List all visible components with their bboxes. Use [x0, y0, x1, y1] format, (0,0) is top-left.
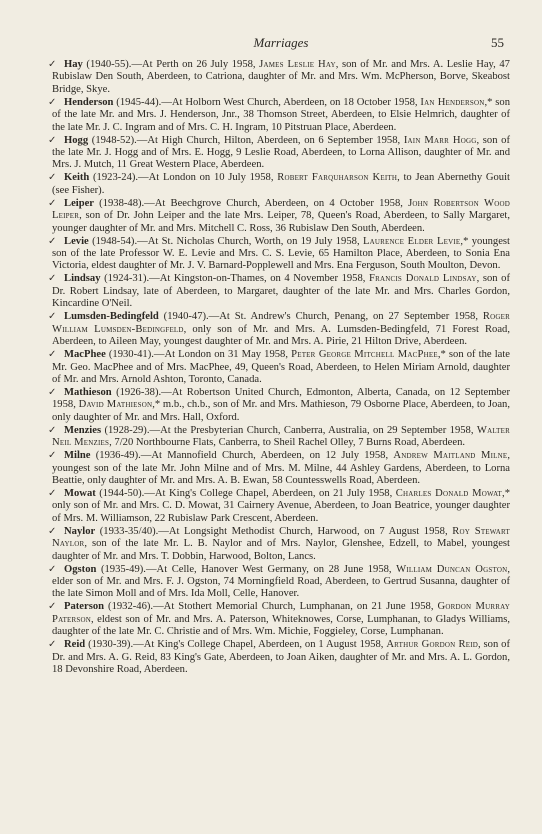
entry-groom-name: Roy Stewart Naylor — [52, 525, 510, 550]
tick-mark-icon: ✓ — [48, 273, 57, 285]
entry-lead: (1933-35/40).—At Longsight Methodist Church, Harwood, on 7 August 1958, — [95, 525, 453, 537]
entry-lead: (1945-44).—At Holborn West Church, Aberdeen, on 18 October 1958, — [113, 96, 421, 108]
tick-mark-icon: ✓ — [48, 235, 57, 247]
entry-text: , eldest son of Mr. and Mrs. A. Paterson, Whiteknowes, Corse, Lumphanan, to Gladys Williams, daughter of the late Mr. C. Christie and of Mrs. Wm. Michie, Foggieley, Corse, Lumphanan. — [52, 613, 510, 638]
entry-groom-name: Walter Neil Menzies — [52, 424, 510, 449]
entry-groom-name: David Mathieson — [78, 399, 153, 411]
entry-groom-name: Robert Farquharson Keith — [277, 172, 398, 184]
marriage-entry — [48, 96, 511, 134]
entry-lead: (1936-49).—At Mannofield Church, Aberdeen, on 12 July 1958, — [90, 450, 394, 462]
marriage-entry — [48, 273, 511, 310]
page-header — [52, 33, 510, 53]
tick-mark-icon: ✓ — [48, 172, 57, 184]
marriage-entry — [48, 172, 510, 197]
tick-mark-icon: ✓ — [48, 639, 57, 651]
entry-groom-name: Charles Donald Mowat — [395, 487, 503, 499]
entry-lead: (1938-48).—At Beechgrove Church, Aberdeen, on 4 October 1958, — [94, 197, 409, 209]
entry-text: , youngest son of the late Mr. John Milne and of Mrs. M. Milne, 44 Ashley Gardens, Aberdeen, to Lorna Beattie, only daughter of Mr. and Mrs. A. B. Ewan, 58 Countesswells Road, Aberdeen. — [52, 450, 510, 486]
tick-mark-icon: ✓ — [48, 59, 57, 70]
entry-surname: Ogston — [64, 563, 97, 575]
marriage-entry — [48, 386, 510, 424]
marriage-entry — [48, 601, 510, 638]
entry-text: , to Jean Abernethy Gouit (see Fisher). — [52, 172, 510, 196]
tick-mark-icon: ✓ — [48, 450, 57, 462]
entry-surname: Leiper — [64, 197, 95, 209]
marriage-entry — [48, 639, 510, 676]
entry-surname: Lindsay — [64, 273, 101, 285]
entry-text: ,* m.b., ch.b., son of Mr. and Mrs. Mathieson, 79 Osborne Place, Aberdeen, to Joan, only daughter of Mr. and Mrs. Hall, Oxford. — [52, 399, 510, 423]
entry-lead: (1940-55).—At Perth on 26 July 1958, — [82, 59, 260, 70]
entry-groom-name: John Robertson Wood Leiper — [52, 197, 511, 222]
marriage-entry — [48, 424, 510, 450]
entry-surname: Naylor — [64, 525, 96, 537]
tick-mark-icon: ✓ — [48, 487, 57, 499]
tick-mark-icon: ✓ — [48, 96, 57, 108]
entry-surname: Menzies — [64, 424, 102, 436]
entry-text: ,* only son of Mr. and Mrs. C. D. Mowat, 31 Cairnery Avenue, Aberdeen, to Joan Beatrice, younger daughter of Mrs. M. Williamson, 22 Rubislaw Park Crescent, Aberdeen. — [52, 487, 510, 524]
entry-groom-name: Peter George Mitchell MacPhee — [291, 349, 438, 361]
entry-text: , son of the late Mr. L. B. Naylor and of Mrs. Naylor, Glenshee, Edzell, to Mabel, youngest daughter of Mr. and Mrs. T. Dobbin, Harwood, Bolton, Lancs. — [52, 538, 510, 562]
entry-surname: Henderson — [64, 96, 114, 108]
entry-text: ,* son of the late Mr. and Mrs. J. Henderson, Jnr., 38 Thomson Street, Aberdeen, to Elsie Helmrich, daughter of the late Mr. J. C. Ingram and of Mrs. C. H. Ingram, 10 Pitstruan Place, Aberdeen. — [52, 96, 511, 133]
entry-groom-name: Arthur Gordon Reid — [386, 639, 478, 651]
entry-text: , son of Dr. Robert Lindsay, late of Aberdeen, to Margaret, daughter of the late Mr. and Mrs. Charles Gordon, Kincardine O'Neil. — [52, 273, 511, 310]
marriage-entry — [48, 197, 511, 235]
entry-lead: (1930-41).—At London on 31 May 1958, — [105, 349, 292, 361]
entry-surname: Keith — [64, 172, 90, 184]
entry-groom-name: Francis Donald Lindsay — [369, 273, 477, 285]
entry-surname: Hay — [64, 59, 83, 70]
entry-surname: Hogg — [64, 134, 89, 146]
entry-lead: (1923-24).—At London on 10 July 1958, — [89, 172, 278, 184]
entry-surname: Mowat — [64, 487, 96, 499]
page-number: 55 — [491, 35, 504, 50]
entry-lead: (1928-29).—At the Presbyterian Church, Canberra, Australia, on 29 September 1958, — [101, 424, 477, 436]
marriage-entry — [48, 349, 510, 386]
tick-mark-icon: ✓ — [48, 311, 57, 323]
marriage-entry — [48, 311, 510, 348]
entry-lead: (1935-49).—At Celle, Hanover West Germany, on 28 June 1958, — [96, 563, 397, 575]
marriage-entry — [48, 525, 510, 563]
entry-groom-name: William Duncan Ogston — [396, 563, 508, 575]
marriage-entry — [48, 563, 510, 601]
entry-groom-name: Roger William Lumsden-Bedingfeld — [52, 311, 510, 335]
entry-lead: (1940-47).—At St. Andrew's Church, Penang, on 27 September 1958, — [158, 311, 483, 323]
entry-groom-name: Andrew Maitland Milne — [393, 450, 508, 462]
entry-lead: (1948-52).—At High Church, Hilton, Aberdeen, on 6 September 1958, — [88, 134, 404, 146]
marriage-entry — [48, 134, 510, 172]
entry-surname: Milne — [64, 450, 91, 462]
marriage-entries — [48, 59, 511, 676]
entry-lead: (1948-54).—At St. Nicholas Church, Worth, on 19 July 1958, — [88, 235, 363, 247]
tick-mark-icon: ✓ — [48, 134, 57, 146]
entry-surname: Paterson — [64, 601, 105, 613]
marriage-entry — [48, 235, 510, 273]
entry-surname: Levie — [64, 235, 89, 247]
entry-surname: Reid — [64, 639, 86, 651]
entry-text: , 7/20 Northbourne Flats, Canberra, to Sheil Rachel Olley, 7 Burns Road, Aberdeen. — [109, 437, 466, 449]
entry-text: ,* son of the late Mr. Geo. MacPhee and of Mrs. MacPhee, 49, Queen's Road, Aberdeen, to Helen Miriam Arnold, daughter of Mr. and Mrs. Arnold Ashton, Toronto, Canada. — [52, 349, 510, 385]
tick-mark-icon: ✓ — [48, 349, 57, 361]
entry-text: , son of the late Mr. J. Hogg and of Mrs. E. Hogg, 9 Leslie Road, Aberdeen, to Lorna Allison, daughter of Mr. and Mrs. J. Mutch, 11 Great Western Place, Aberdeen. — [52, 134, 510, 171]
entry-groom-name: Iain Marr Hogg — [403, 134, 477, 146]
entry-text: , son of Mr. and Mrs. A. Leslie Hay, 47 Rubislaw Den South, Aberdeen, to Catriona, daughter of Mr. and Mrs. Wm. McPherson, Borve, Skeabost Bridge, Skye. — [52, 59, 510, 95]
entry-text: , son of Dr. and Mrs. A. G. Reid, 83 King's Gate, Aberdeen, to Joan Aiken, daughter of Mr. and Mrs. A. L. Gordon, 18 Devonshire Road, Aberdeen. — [52, 639, 510, 675]
entry-lead: (1932-46).—At Stothert Memorial Church, Lumphanan, on 21 June 1958, — [104, 601, 438, 613]
entry-text: , only son of Mr. and Mrs. A. Lumsden-Bedingfeld, 71 Forest Road, Aberdeen, to Aileen May, youngest daughter of Mr. and Mrs. A. Pirie, 21 Hilton Drive, Aberdeen. — [52, 323, 510, 348]
tick-mark-icon: ✓ — [48, 197, 57, 209]
entry-text: ,* youngest son of the late Professor W. E. Levie and Mrs. C. S. Levie, 65 Hamilton Place, Aberdeen, to Sonia Ena Victoria, eldest daughter of Mr. J. V. Barnard-Popplewell and Mrs. Ena Ferguson, South Moulton, Devon. — [52, 235, 510, 272]
entry-groom-name: James Leslie Hay — [259, 59, 336, 70]
entry-surname: Mathieson — [64, 386, 112, 398]
entry-text: , son of Dr. John Leiper and the late Mrs. Leiper, 78, Queen's Road, Aberdeen, to Sally Margaret, younger daughter of Mr. and Mrs. Mitchell C. Ross, 36 Rubislaw Den South, Aberdeen. — [52, 210, 510, 234]
entry-surname: MacPhee — [64, 349, 106, 361]
tick-mark-icon: ✓ — [48, 424, 57, 436]
tick-mark-icon: ✓ — [48, 525, 57, 537]
tick-mark-icon: ✓ — [48, 563, 57, 575]
entry-groom-name: Gordon Murray Paterson — [52, 601, 510, 625]
entry-groom-name: Laurence Elder Levie — [362, 235, 461, 247]
marriage-entry — [48, 487, 510, 525]
marriage-entry — [48, 450, 510, 487]
entry-lead: (1930-39).—At King's College Chapel, Aberdeen, on 1 August 1958, — [85, 639, 387, 651]
tick-mark-icon: ✓ — [48, 386, 57, 398]
tick-mark-icon: ✓ — [48, 601, 57, 613]
entry-lead: (1944-50).—At King's College Chapel, Aberdeen, on 21 July 1958, — [95, 487, 396, 499]
entry-groom-name: Ian Henderson — [420, 96, 485, 108]
entry-surname: Lumsden-Bedingfeld — [64, 311, 159, 323]
entry-lead: (1924-31).—At Kingston-on-Thames, on 4 November 1958, — [100, 273, 370, 285]
entry-lead: (1926-38).—At Robertson United Church, Edmonton, Alberta, Canada, on 12 September 1958, — [52, 386, 510, 411]
marriage-entry — [48, 59, 510, 96]
running-title: Marriages — [253, 35, 309, 50]
entry-text: , elder son of Mr. and Mrs. F. J. Ogston, 74 Morningfield Road, Aberdeen, to Gertrud Susanna, daughter of the late Simon Moll and of Mrs. Ida Moll, Celle, Hanover. — [52, 563, 510, 600]
